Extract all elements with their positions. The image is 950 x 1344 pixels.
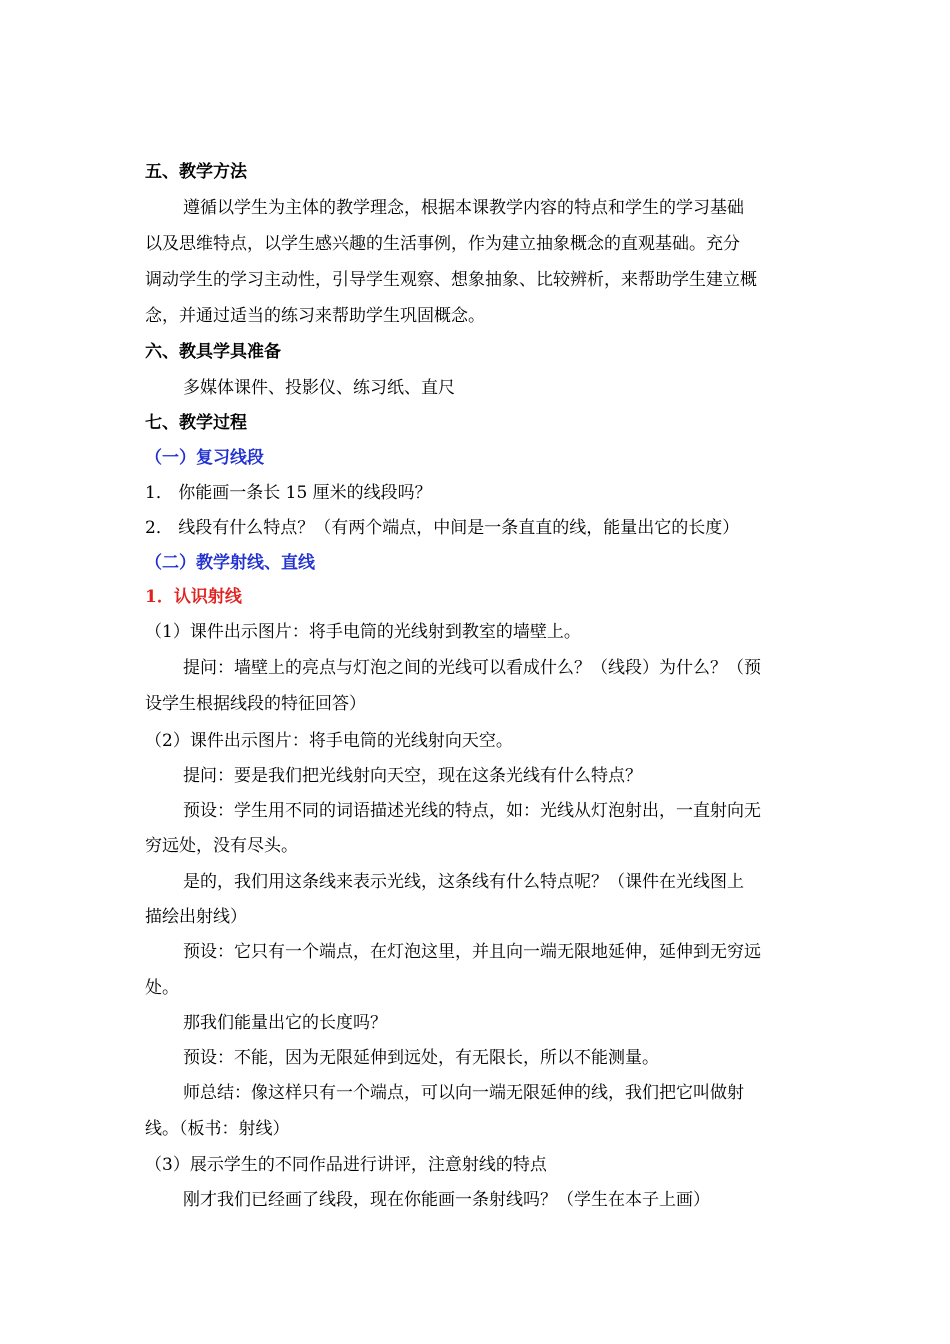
section-title-tools: 六、教具学具准备 (145, 342, 281, 362)
question-1: 1． 你能画一条长 15 厘米的线段吗？ (145, 483, 432, 503)
paragraph-line: 描绘出射线） (145, 907, 247, 927)
paragraph-line: 设学生根据线段的特征回答） (145, 694, 366, 714)
paragraph-line: 是的，我们用这条线来表示光线，这条线有什么特点呢？（课件在光线图上 (183, 872, 744, 892)
paragraph-line: （3）展示学生的不同作品进行讲评，注意射线的特点 (145, 1155, 547, 1175)
subsection-title-know-rays: 1．认识射线 (145, 587, 242, 607)
paragraph-line: 师总结：像这样只有一个端点，可以向一端无限延伸的线，我们把它叫做射 (183, 1083, 744, 1103)
paragraph-line: 提问：墙壁上的亮点与灯泡之间的光线可以看成什么？（线段）为什么？（预 (183, 658, 761, 678)
question-2: 2． 线段有什么特点？（有两个端点，中间是一条直直的线，能量出它的长度） (145, 518, 740, 538)
section-title-process: 七、教学过程 (145, 413, 247, 433)
paragraph-line: 处。 (145, 978, 179, 998)
paragraph-line: 调动学生的学习主动性，引导学生观察、想象抽象、比较辨析，来帮助学生建立概 (145, 270, 757, 290)
paragraph-line: 多媒体课件、投影仪、练习纸、直尺 (183, 378, 455, 398)
paragraph-line: （1）课件出示图片：将手电筒的光线射到教室的墙壁上。 (145, 622, 581, 642)
paragraph-line: 遵循以学生为主体的教学理念，根据本课教学内容的特点和学生的学习基础 (183, 198, 744, 218)
paragraph-line: 念，并通过适当的练习来帮助学生巩固概念。 (145, 306, 485, 326)
paragraph-line: 线。（板书：射线） (145, 1119, 290, 1139)
paragraph-line: 提问：要是我们把光线射向天空，现在这条光线有什么特点？ (183, 766, 642, 786)
subsection-title-rays-lines: （二）教学射线、直线 (145, 553, 315, 573)
paragraph-line: 穷远处，没有尽头。 (145, 836, 298, 856)
paragraph-line: 那我们能量出它的长度吗？ (183, 1013, 387, 1033)
paragraph-line: 预设：它只有一个端点，在灯泡这里，并且向一端无限地延伸，延伸到无穷远 (183, 942, 761, 962)
paragraph-line: 刚才我们已经画了线段，现在你能画一条射线吗？（学生在本子上画） (183, 1190, 710, 1210)
section-title-methods: 五、教学方法 (145, 162, 247, 182)
paragraph-line: 预设：不能，因为无限延伸到远处，有无限长，所以不能测量。 (183, 1048, 659, 1068)
paragraph-line: 预设：学生用不同的词语描述光线的特点，如：光线从灯泡射出，一直射向无 (183, 801, 761, 821)
subsection-title-review: （一）复习线段 (145, 448, 264, 468)
paragraph-line: 以及思维特点，以学生感兴趣的生活事例，作为建立抽象概念的直观基础。充分 (145, 234, 740, 254)
paragraph-line: （2）课件出示图片：将手电筒的光线射向天空。 (145, 731, 513, 751)
